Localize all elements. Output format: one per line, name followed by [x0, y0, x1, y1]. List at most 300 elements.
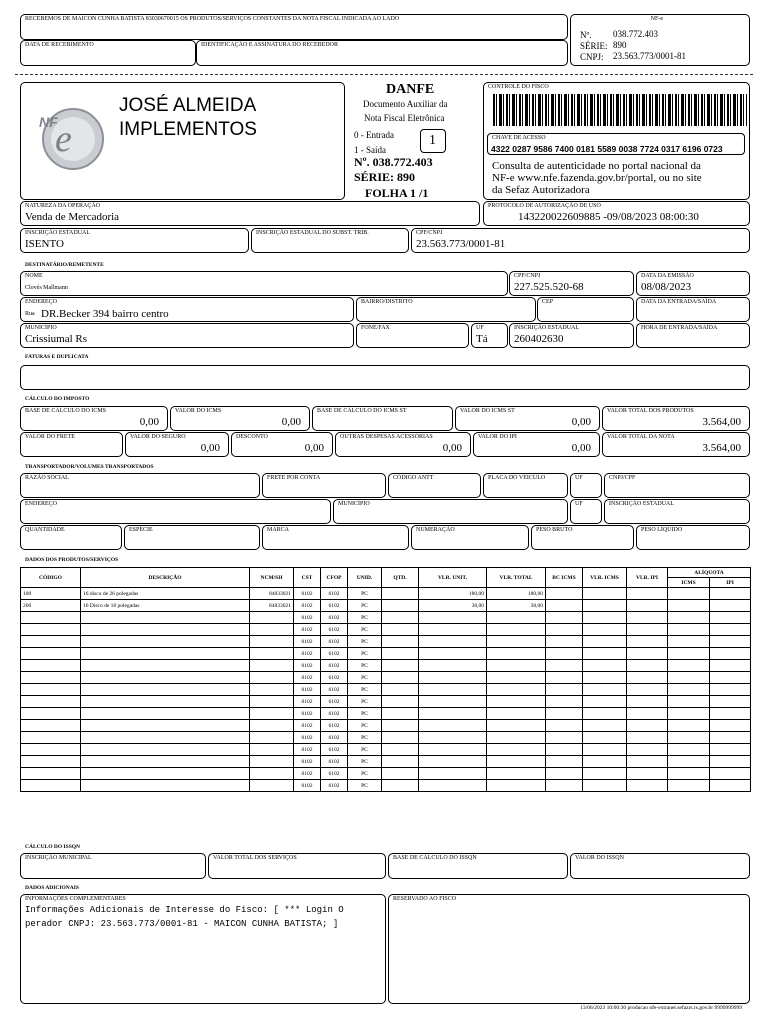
- items-table: [20, 567, 751, 792]
- table-cell: 6102: [321, 720, 348, 732]
- issuer-name-line1: JOSÉ ALMEIDA: [119, 95, 257, 116]
- issuer-name-line2: IMPLEMENTOS: [119, 119, 257, 140]
- access-key: 4322 0287 9586 7400 0181 5589 0038 7724 0317 6196 0723: [491, 144, 723, 154]
- carrier-uf2-label: UF: [575, 501, 583, 507]
- table-cell: PC: [348, 744, 382, 756]
- table-cell: [668, 588, 710, 600]
- volume-numbering-box: [411, 525, 529, 550]
- table-cell: [382, 732, 419, 744]
- table-cell: [487, 624, 546, 636]
- phone-label: FONE/FAX: [361, 325, 390, 331]
- ipi-label: VALOR DO IPI: [478, 434, 517, 440]
- gross-weight-box: [531, 525, 634, 550]
- table-cell: [487, 756, 546, 768]
- issqn-value-label: VALOR DO ISSQN: [575, 855, 624, 861]
- total-note: 3.564,00: [702, 442, 741, 454]
- table-cell: 0102: [294, 744, 321, 756]
- table-cell: [250, 744, 294, 756]
- volume-numbering-label: NUMERAÇÃO: [416, 527, 455, 533]
- antt-box: [388, 473, 481, 498]
- table-cell: [21, 780, 81, 792]
- table-cell: [710, 732, 751, 744]
- volume-kind-box: [124, 525, 260, 550]
- ipi-box: [473, 432, 600, 457]
- carrier-ie-box: [604, 499, 750, 524]
- table-row: [21, 660, 751, 672]
- receipt-number: 038.772.403: [613, 29, 658, 39]
- recipient-cpf-box: [509, 271, 634, 296]
- base-icms: 0,00: [139, 416, 159, 428]
- table-cell: [81, 780, 250, 792]
- recipient-uf-box: [471, 323, 508, 348]
- receipt-cnpj: 23.563.773/0001-81: [613, 51, 686, 61]
- table-cell: [21, 756, 81, 768]
- danfe-saida: 1 - Saída: [354, 145, 386, 155]
- table-cell: [81, 684, 250, 696]
- table-cell: [710, 744, 751, 756]
- recipient-ie-box: [509, 323, 634, 348]
- table-cell: [668, 672, 710, 684]
- freight-box: [20, 432, 123, 457]
- danfe-title: DANFE: [386, 82, 435, 97]
- table-cell: [487, 768, 546, 780]
- table-cell: [710, 624, 751, 636]
- table-cell: [546, 708, 583, 720]
- operation-nature-box: [20, 201, 480, 226]
- table-cell: [250, 780, 294, 792]
- table-cell: [21, 732, 81, 744]
- table-cell: [627, 660, 668, 672]
- recipient-address-label: ENDEREÇO: [25, 299, 57, 305]
- carrier-uf2-box: [570, 499, 602, 524]
- recipient-city-label: MUNICÍPIO: [25, 325, 57, 331]
- danfe-type: 1: [429, 133, 436, 148]
- table-cell: [627, 612, 668, 624]
- table-cell: [382, 636, 419, 648]
- table-cell: [81, 612, 250, 624]
- table-cell: 0102: [294, 648, 321, 660]
- recipient-name-box: [20, 271, 508, 296]
- table-cell: [710, 660, 751, 672]
- table-cell: [583, 780, 627, 792]
- table-cell: [21, 612, 81, 624]
- icms-st-box: [455, 406, 600, 431]
- table-cell: [627, 768, 668, 780]
- table-cell: 0102: [294, 588, 321, 600]
- table-cell: [382, 780, 419, 792]
- operation-nature-label: NATUREZA DA OPERAÇÃO: [25, 203, 101, 209]
- table-cell: [419, 624, 487, 636]
- antt-label: CÓDIGO ANTT: [393, 475, 434, 481]
- table-cell: [627, 720, 668, 732]
- table-cell: [250, 720, 294, 732]
- table-cell: [487, 660, 546, 672]
- services-total-box: [208, 853, 386, 879]
- table-cell: [583, 696, 627, 708]
- table-cell: [81, 660, 250, 672]
- phone-box: [356, 323, 469, 348]
- table-cell: [668, 696, 710, 708]
- table-cell: [583, 768, 627, 780]
- table-cell: [419, 720, 487, 732]
- receipt-serie-label: SÉRIE:: [580, 41, 608, 51]
- volume-brand-label: MARCA: [267, 527, 290, 533]
- table-cell: 84833021: [250, 588, 294, 600]
- table-cell: [382, 588, 419, 600]
- total-products-box: [602, 406, 750, 431]
- recipient-ie-label: INSCRIÇÃO ESTADUAL: [514, 325, 580, 331]
- table-cell: [627, 636, 668, 648]
- danfe-subtitle2: Nota Fiscal Eletrônica: [364, 113, 445, 123]
- net-weight-box: [636, 525, 750, 550]
- table-cell: [546, 588, 583, 600]
- access-key-box[interactable]: [487, 133, 745, 155]
- table-cell: [627, 732, 668, 744]
- recipient-cpf: 227.525.520-68: [514, 281, 584, 293]
- icms-box: [170, 406, 310, 431]
- emission-date-box: [636, 271, 750, 296]
- table-cell: [583, 672, 627, 684]
- table-cell: [668, 660, 710, 672]
- table-cell: [583, 636, 627, 648]
- table-cell: [21, 648, 81, 660]
- table-cell: [627, 624, 668, 636]
- table-cell: [710, 684, 751, 696]
- table-row: [21, 612, 751, 624]
- table-cell: [546, 624, 583, 636]
- carrier-name-box: [20, 473, 260, 498]
- table-cell: [627, 600, 668, 612]
- issqn-base-label: BASE DE CÁLCULO DO ISSQN: [393, 855, 477, 861]
- table-cell: 0102: [294, 672, 321, 684]
- table-cell: [583, 744, 627, 756]
- table-cell: 6102: [321, 780, 348, 792]
- table-cell: 0102: [294, 720, 321, 732]
- other-expenses: 0,00: [442, 442, 462, 454]
- table-cell: 0102: [294, 768, 321, 780]
- receipt-statement: RECEBEMOS DE MAICON CUNHA BATISTA 83030670015 OS PRODUTOS/SERVIÇOS CONSTANTES DA NOTA FISCAL INDICADA AO LADO: [25, 16, 400, 22]
- table-cell: [710, 588, 751, 600]
- table-cell: [382, 720, 419, 732]
- table-cell: [487, 672, 546, 684]
- table-cell: [668, 612, 710, 624]
- base-icms-label: BASE DE CÁLCULO DO ICMS: [25, 408, 107, 414]
- cep-box: [537, 297, 634, 322]
- table-cell: [81, 636, 250, 648]
- other-expenses-label: OUTRAS DESPESAS ACESSÓRIAS: [340, 434, 433, 440]
- volume-qty-box: [20, 525, 122, 550]
- table-cell: PC: [348, 636, 382, 648]
- table-cell: [583, 732, 627, 744]
- complementary-info-line1: Informações Adicionais de Interesse do Fisco: [ *** Login O: [25, 905, 344, 915]
- col-icms-value: VLR. ICMS: [583, 568, 627, 588]
- table-cell: 6102: [321, 636, 348, 648]
- recipient-name: Clovés Mallmann: [25, 285, 68, 291]
- col-aliq-ipi: IPI: [710, 578, 751, 588]
- receipt-statement-box: [20, 14, 568, 40]
- table-cell: [21, 660, 81, 672]
- carrier-ie-label: INSCRIÇÃO ESTADUAL: [609, 501, 675, 507]
- table-cell: [627, 756, 668, 768]
- entry-time-label: HORA DE ENTRADA/SAÍDA: [641, 325, 718, 331]
- table-cell: [419, 636, 487, 648]
- carrier-name-label: RAZÃO SOCIAL: [25, 475, 69, 481]
- table-row: [21, 756, 751, 768]
- danfe-block: [348, 82, 478, 200]
- receipt-signature-label: IDENTIFICAÇÃO E ASSINATURA DO RECEBEDOR: [201, 42, 339, 48]
- table-cell: [21, 696, 81, 708]
- table-cell: [668, 636, 710, 648]
- receipt-number-label: Nº.: [580, 30, 592, 40]
- table-cell: [710, 756, 751, 768]
- complementary-info-line2: perador CNPJ: 23.563.773/0001-81 - MAICON CUNHA BATISTA; ]: [25, 919, 339, 929]
- nfe-label: NF-e: [650, 16, 663, 22]
- district-box: [356, 297, 536, 322]
- table-cell: [419, 756, 487, 768]
- table-cell: [668, 756, 710, 768]
- table-cell: [487, 636, 546, 648]
- consult-line2: NF-e www.nfe.fazenda.gov.br/portal, ou no site: [492, 172, 702, 184]
- danfe-number: Nº. 038.772.403: [354, 155, 433, 169]
- recipient-city: Crissiumal Rs: [25, 333, 88, 345]
- table-cell: [21, 624, 81, 636]
- table-cell: [21, 768, 81, 780]
- table-cell: [487, 732, 546, 744]
- table-cell: [250, 684, 294, 696]
- table-cell: 6102: [321, 732, 348, 744]
- danfe-folha: FOLHA 1 /1: [365, 186, 429, 200]
- district-label: BAIRRO/DISTRITO: [361, 299, 413, 305]
- carrier-uf-label: UF: [575, 475, 583, 481]
- table-cell: [668, 744, 710, 756]
- other-expenses-box: [335, 432, 471, 457]
- table-cell: [81, 756, 250, 768]
- table-cell: [583, 624, 627, 636]
- table-row: [21, 732, 751, 744]
- table-cell: 0102: [294, 660, 321, 672]
- table-cell: [710, 600, 751, 612]
- cep-label: CEP: [542, 299, 554, 305]
- table-cell: 0102: [294, 600, 321, 612]
- receipt-date-box[interactable]: [20, 40, 196, 66]
- table-cell: 0102: [294, 696, 321, 708]
- table-cell: [627, 708, 668, 720]
- table-cell: 0102: [294, 732, 321, 744]
- table-cell: [419, 612, 487, 624]
- receipt-signature-box[interactable]: [196, 40, 568, 66]
- table-cell: [487, 648, 546, 660]
- table-cell: [382, 696, 419, 708]
- table-cell: 6102: [321, 696, 348, 708]
- danfe-type-box: [420, 129, 446, 153]
- nfe-logo-icon: [33, 101, 111, 173]
- table-cell: 180,00: [419, 588, 487, 600]
- services-total-label: VALOR TOTAL DOS SERVIÇOS: [213, 855, 297, 861]
- table-cell: [250, 768, 294, 780]
- table-cell: [419, 660, 487, 672]
- reserved-fisco-label: RESERVADO AO FISCO: [393, 896, 457, 902]
- items-section-title: DADOS DOS PRODUTOS/SERVIÇOS: [25, 557, 119, 563]
- table-cell: 6102: [321, 768, 348, 780]
- table-cell: [419, 744, 487, 756]
- table-cell: [710, 696, 751, 708]
- table-cell: [419, 708, 487, 720]
- carrier-city-box: [333, 499, 568, 524]
- table-cell: [382, 624, 419, 636]
- table-cell: 38,00: [487, 600, 546, 612]
- freight-mode-box: [262, 473, 386, 498]
- recipient-address-prefix: Rua: [25, 311, 35, 317]
- table-row: [21, 636, 751, 648]
- issuer-ie-label: INSCRIÇÃO ESTADUAL: [25, 230, 91, 236]
- table-cell: [487, 780, 546, 792]
- danfe-entrada: 0 - Entrada: [354, 130, 394, 140]
- table-cell: [668, 720, 710, 732]
- table-cell: [382, 756, 419, 768]
- table-cell: [583, 588, 627, 600]
- additional-section-title: DADOS ADICIONAIS: [25, 885, 79, 891]
- issqn-value-box: [570, 853, 750, 879]
- table-cell: [583, 648, 627, 660]
- table-cell: PC: [348, 672, 382, 684]
- table-cell: [627, 648, 668, 660]
- table-cell: 0102: [294, 624, 321, 636]
- recipient-city-box: [20, 323, 354, 348]
- table-cell: [583, 612, 627, 624]
- table-cell: [487, 684, 546, 696]
- table-cell: 0102: [294, 636, 321, 648]
- recipient-ie: 260402630: [514, 333, 564, 345]
- table-cell: [546, 756, 583, 768]
- insurance-label: VALOR DO SEGURO: [130, 434, 186, 440]
- table-cell: 6102: [321, 708, 348, 720]
- table-cell: [583, 756, 627, 768]
- table-cell: [21, 744, 81, 756]
- entry-time-box: [636, 323, 750, 348]
- table-cell: [382, 708, 419, 720]
- table-cell: [546, 768, 583, 780]
- icms-label: VALOR DO ICMS: [175, 408, 222, 414]
- col-unit: UNID.: [348, 568, 382, 588]
- col-code: CÓDIGO: [21, 568, 81, 588]
- table-cell: [419, 648, 487, 660]
- receipt-date-label: DATA DE RECEBIMENTO: [25, 42, 94, 48]
- table-cell: [710, 636, 751, 648]
- table-cell: [81, 708, 250, 720]
- issuer-cnpj-box: [411, 228, 750, 253]
- table-cell: [81, 720, 250, 732]
- table-cell: [668, 648, 710, 660]
- invoices-section-title: FATURAS E DUPLICATA: [25, 354, 89, 360]
- base-icms-box: [20, 406, 168, 431]
- table-cell: [668, 600, 710, 612]
- carrier-address-label: ENDEREÇO: [25, 501, 57, 507]
- insurance-box: [125, 432, 229, 457]
- recipient-name-label: NOME: [25, 273, 43, 279]
- tax-section-title: CÁLCULO DO IMPOSTO: [25, 396, 90, 402]
- entry-date-label: DATA DA ENTRADA/SAÍDA: [641, 299, 717, 305]
- col-bc-icms: BC ICMS: [546, 568, 583, 588]
- complementary-info-box: [20, 894, 386, 1004]
- table-cell: [81, 732, 250, 744]
- table-cell: [487, 708, 546, 720]
- table-cell: 6102: [321, 624, 348, 636]
- recipient-uf-label: UF: [476, 325, 484, 331]
- invoices-box: [20, 365, 750, 390]
- table-cell: [81, 624, 250, 636]
- total-products: 3.564,00: [702, 416, 741, 428]
- reserved-fisco-box: [388, 894, 750, 1004]
- table-cell: [250, 672, 294, 684]
- table-row: [21, 708, 751, 720]
- icms-st: 0,00: [571, 416, 591, 428]
- total-note-label: VALOR TOTAL DA NOTA: [607, 434, 675, 440]
- table-cell: PC: [348, 612, 382, 624]
- table-row: [21, 696, 751, 708]
- volume-kind-label: ESPÉCIE: [129, 527, 153, 533]
- carrier-city-label: MUNICÍPIO: [338, 501, 370, 507]
- table-cell: PC: [348, 624, 382, 636]
- table-cell: [546, 660, 583, 672]
- table-cell: [546, 684, 583, 696]
- carrier-cnpj-box: [604, 473, 750, 498]
- table-cell: [583, 720, 627, 732]
- table-cell: [419, 768, 487, 780]
- table-cell: [21, 720, 81, 732]
- table-cell: [546, 720, 583, 732]
- insurance: 0,00: [200, 442, 220, 454]
- table-cell: 6102: [321, 648, 348, 660]
- base-icms-st-label: BASE DE CÁLCULO DO ICMS ST: [317, 408, 407, 414]
- recipient-section-title: DESTINATÁRIO/REMETENTE: [25, 262, 104, 268]
- table-cell: [419, 672, 487, 684]
- emission-date: 08/08/2023: [641, 281, 692, 293]
- discount: 0,00: [304, 442, 324, 454]
- table-row: [21, 672, 751, 684]
- issuer-cnpj: 23.563.773/0001-81: [416, 238, 506, 250]
- table-cell: [487, 720, 546, 732]
- table-cell: [583, 600, 627, 612]
- table-cell: 6102: [321, 588, 348, 600]
- receipt-nfe-box: [570, 14, 750, 66]
- table-cell: 6102: [321, 684, 348, 696]
- table-cell: 16 Disco de 18 polegadas: [81, 600, 250, 612]
- table-cell: [250, 648, 294, 660]
- table-cell: [21, 708, 81, 720]
- barcode-image: [493, 94, 747, 126]
- table-row: [21, 780, 751, 792]
- table-cell: [668, 624, 710, 636]
- table-row: [21, 684, 751, 696]
- danfe-serie: SÉRIE: 890: [354, 170, 416, 184]
- table-cell: [487, 696, 546, 708]
- table-cell: [419, 684, 487, 696]
- table-cell: [419, 732, 487, 744]
- table-cell: [546, 696, 583, 708]
- table-cell: PC: [348, 756, 382, 768]
- table-cell: [668, 684, 710, 696]
- table-cell: [668, 780, 710, 792]
- operation-nature: Venda de Mercadoria: [25, 211, 120, 223]
- protocol-box: [483, 201, 750, 226]
- table-row: [21, 768, 751, 780]
- icms-st-label: VALOR DO ICMS ST: [460, 408, 515, 414]
- col-description: DESCRIÇÃO: [81, 568, 250, 588]
- table-row: [21, 648, 751, 660]
- table-cell: [710, 720, 751, 732]
- table-cell: [583, 660, 627, 672]
- table-cell: PC: [348, 732, 382, 744]
